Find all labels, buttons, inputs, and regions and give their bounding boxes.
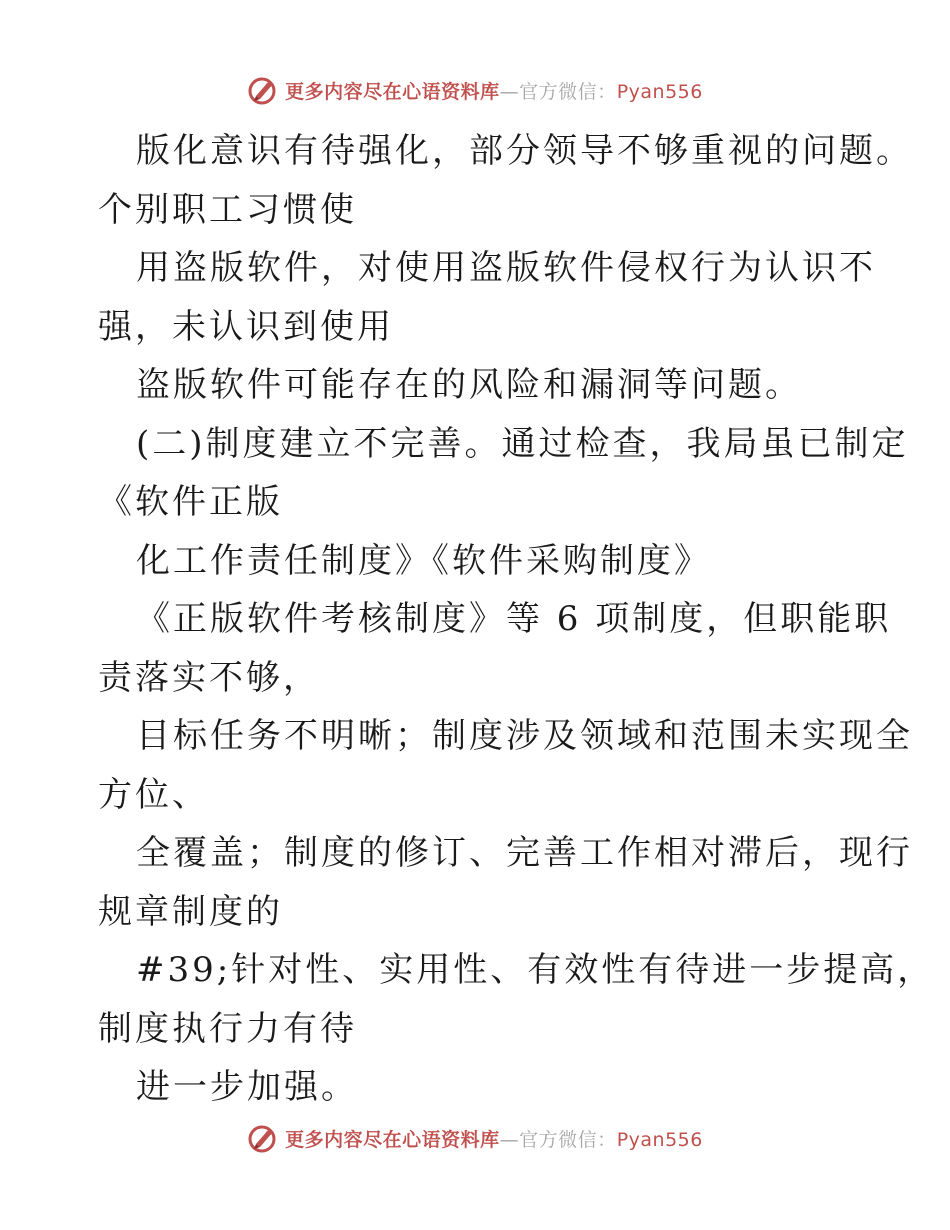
text-line: 版化意识有待强化，部分领导不够重视的问题。 xyxy=(136,131,913,171)
text-line: 全覆盖；制度的修订、完善工作相对滞后，现行 xyxy=(136,833,913,873)
text-line: 规章制度的 xyxy=(98,891,283,932)
text-line: 目标任务不明晰；制度涉及领域和范围未实现全 xyxy=(136,716,913,756)
watermark-separator: — xyxy=(499,1128,520,1151)
text-line: 《软件正版 xyxy=(98,482,283,522)
watermark-text xyxy=(285,77,703,104)
watermark-brand: 更多内容尽在心语资料库 xyxy=(285,80,500,103)
text-line: 《正版软件考核制度》等 6 项制度，但职能职 xyxy=(136,599,892,639)
watermark-brand: 更多内容尽在心语资料库 xyxy=(285,1128,500,1151)
text-line: 用盗版软件，对使用盗版软件侵权行为认识不 xyxy=(136,248,876,288)
text-line: 制度执行力有待 xyxy=(98,1008,357,1049)
text-line: #39;针对性、实用性、有效性有待进一步提高， xyxy=(136,950,935,990)
text-line: 个别职工习惯使 xyxy=(98,189,357,230)
pen-logo-icon xyxy=(247,1122,279,1154)
text-line: 进一步加强。 xyxy=(136,1067,358,1107)
document-body xyxy=(98,122,935,1117)
pen-logo-icon xyxy=(247,74,279,106)
text-line: 盗版软件可能存在的风险和漏洞等问题。 xyxy=(136,365,802,405)
watermark-wechat-label: 官方微信： xyxy=(519,1128,617,1151)
text-line: 责落实不够， xyxy=(98,657,320,698)
text-line: 方位、 xyxy=(98,774,209,815)
watermark-wechat-id: Pyan556 xyxy=(616,1128,703,1151)
header-watermark xyxy=(0,70,950,110)
watermark-wechat-label: 官方微信： xyxy=(519,80,617,103)
text-line: (二)制度建立不完善。通过检查，我局虽已制定 xyxy=(136,423,909,464)
watermark-separator: — xyxy=(499,80,520,103)
watermark-text xyxy=(285,1125,703,1152)
footer-watermark xyxy=(0,1118,950,1158)
text-line: 化工作责任制度》《软件采购制度》 xyxy=(136,540,711,581)
text-line: 强，未认识到使用 xyxy=(98,306,394,347)
watermark-wechat-id: Pyan556 xyxy=(616,80,703,103)
